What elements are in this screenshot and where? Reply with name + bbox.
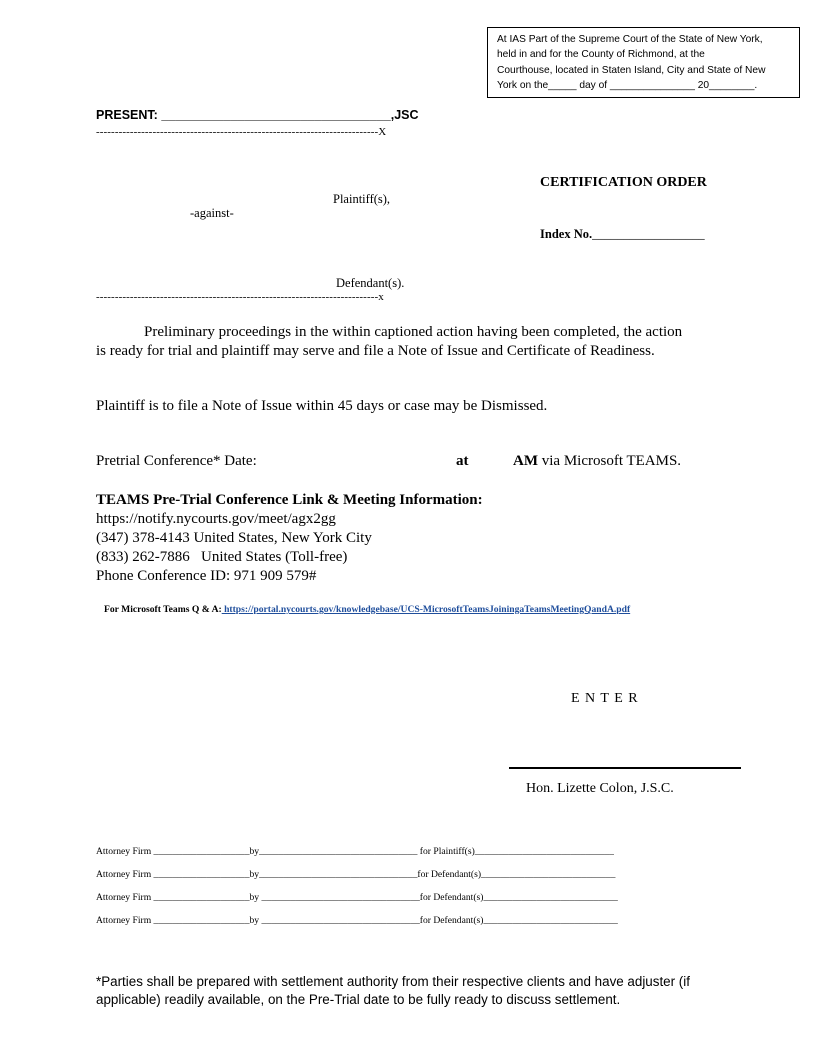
header-line: Courthouse, located in Staten Island, City and State of New	[497, 64, 766, 76]
against-label: -against-	[190, 206, 234, 220]
present-line	[96, 108, 419, 122]
pretrial-via: via Microsoft TEAMS.	[538, 453, 682, 469]
attorney-line: Attorney Firm ____________________by_________________________________for Defendant(s)____________________________	[96, 869, 616, 880]
footnote	[96, 973, 736, 1009]
present-suffix: ,JSC	[390, 108, 419, 122]
attorney-line: Attorney Firm ____________________by _________________________________for Defendant(s)____________________________	[96, 892, 618, 903]
caption-bottom-rule: ---------------------------------------------------------------------------x	[96, 291, 384, 303]
footnote-line: *Parties shall be prepared with settlement authority from their respective clients and have adjuster (if	[96, 974, 690, 989]
attorney-line: Attorney Firm ____________________by _________________________________for Defendant(s)____________________________	[96, 915, 618, 926]
paragraph-2: Plaintiff is to file a Note of Issue within 45 days or case may be Dismissed.	[96, 398, 548, 414]
header-line: At IAS Part of the Supreme Court of the State of New York,	[497, 34, 763, 45]
court-header-box	[487, 27, 800, 98]
teams-heading: TEAMS Pre-Trial Conference Link & Meeting Information:	[96, 492, 483, 508]
judge-name: Hon. Lizette Colon, J.S.C.	[526, 781, 674, 796]
teams-qa-label: For Microsoft Teams Q & A:	[104, 604, 222, 615]
present-label: PRESENT:	[96, 108, 158, 122]
enter-label: E N T E R	[571, 691, 639, 706]
present-blank: _________________________________	[161, 108, 391, 122]
index-label: Index No.	[540, 227, 593, 241]
pretrial-at: at	[456, 453, 469, 469]
pretrial-label: Pretrial Conference* Date:	[96, 453, 257, 469]
order-title: CERTIFICATION ORDER	[540, 175, 707, 190]
footnote-line: applicable) readily available, on the Pre-Trial date to be fully ready to discuss settlement.	[96, 992, 621, 1007]
paragraph-1-line-2: is ready for trial and plaintiff may serve and file a Note of Issue and Certificate of Readiness.	[96, 343, 655, 359]
header-line: held in and for the County of Richmond, at the	[497, 49, 705, 61]
signature-line	[509, 767, 741, 769]
defendant-label: Defendant(s).	[336, 276, 405, 290]
pretrial-time	[513, 453, 681, 470]
teams-qa	[104, 604, 630, 615]
teams-qa-link[interactable]: https://portal.nycourts.gov/knowledgebase/UCS-MicrosoftTeamsJoiningaTeamsMeetingQandA.pdf	[221, 604, 631, 615]
teams-phone-1: (347) 378-4143 United States, New York City	[96, 530, 372, 546]
pretrial-am: AM	[513, 453, 538, 469]
index-blank: __________________	[592, 227, 705, 241]
caption-top-rule: ---------------------------------------------------------------------------X	[96, 126, 387, 138]
teams-phone-2: (833) 262-7886 United States (Toll-free)	[96, 549, 348, 565]
header-line: York on the_____ day of _______________ 20________.	[497, 80, 758, 92]
plaintiff-label: Plaintiff(s),	[333, 192, 391, 206]
paragraph-1-line-1: Preliminary proceedings in the within captioned action having been completed, the action	[144, 324, 683, 340]
attorney-line: Attorney Firm ____________________by_________________________________ for Plaintiff(s)_____________________________	[96, 846, 614, 857]
index-number	[540, 227, 705, 242]
teams-url[interactable]: https://notify.nycourts.gov/meet/agx2gg	[96, 511, 336, 527]
teams-conference-id: Phone Conference ID: 971 909 579#	[96, 568, 317, 584]
